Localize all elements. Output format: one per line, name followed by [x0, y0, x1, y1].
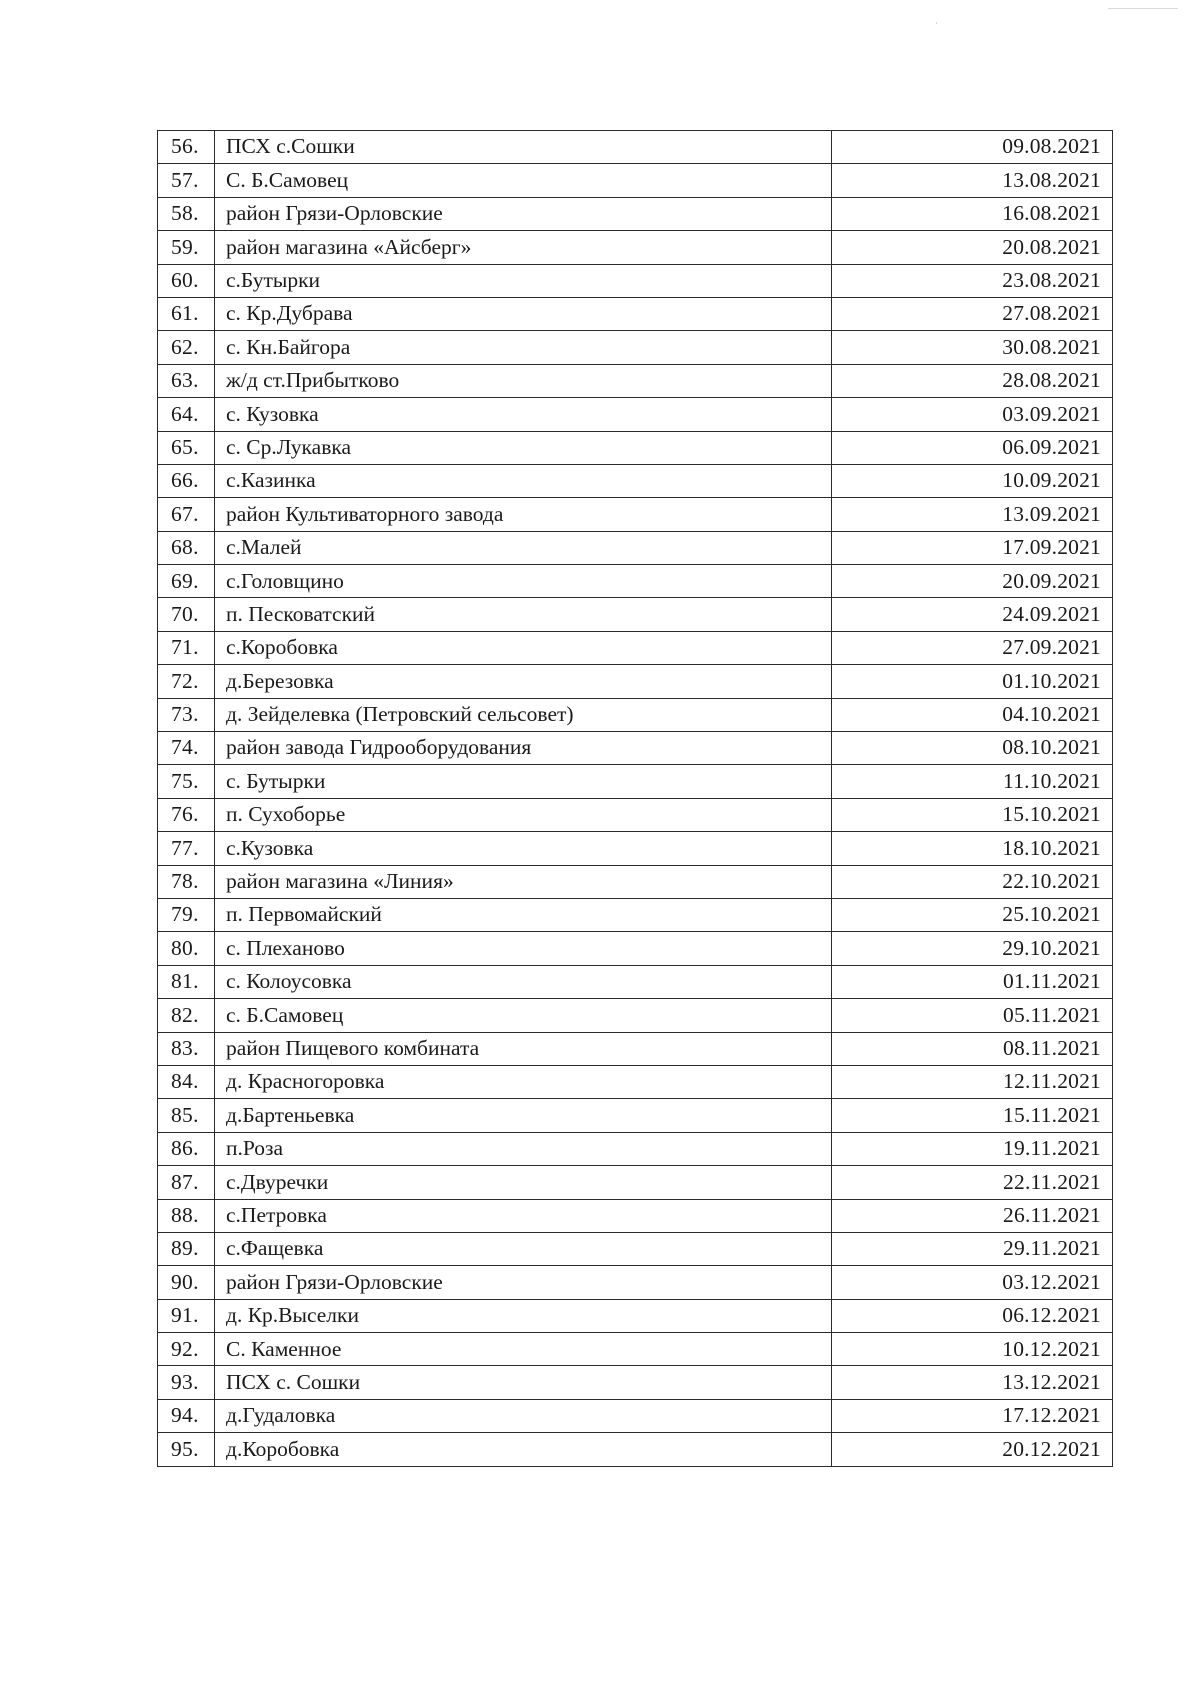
date-cell: 29.10.2021	[832, 932, 1113, 965]
row-number: 70.	[158, 598, 215, 631]
row-number: 90.	[158, 1266, 215, 1299]
location-cell: с.Петровка	[215, 1199, 832, 1232]
date-cell: 30.08.2021	[832, 331, 1113, 364]
date-cell: 10.09.2021	[832, 464, 1113, 497]
row-number: 85.	[158, 1099, 215, 1132]
location-cell: с.Казинка	[215, 464, 832, 497]
row-number: 84.	[158, 1065, 215, 1098]
date-cell: 25.10.2021	[832, 898, 1113, 931]
date-cell: 09.08.2021	[832, 131, 1113, 164]
date-cell: 28.08.2021	[832, 364, 1113, 397]
date-cell: 27.08.2021	[832, 297, 1113, 330]
date-cell: 29.11.2021	[832, 1232, 1113, 1265]
row-number: 57.	[158, 164, 215, 197]
date-cell: 01.11.2021	[832, 965, 1113, 998]
row-number: 61.	[158, 297, 215, 330]
date-cell: 08.11.2021	[832, 1032, 1113, 1065]
date-cell: 23.08.2021	[832, 264, 1113, 297]
date-cell: 13.12.2021	[832, 1366, 1113, 1399]
location-cell: п. Сухоборье	[215, 798, 832, 831]
date-cell: 13.08.2021	[832, 164, 1113, 197]
table-row	[158, 1399, 1113, 1432]
table-row	[158, 1166, 1113, 1199]
location-cell: с. Кн.Байгора	[215, 331, 832, 364]
table-row	[158, 498, 1113, 531]
location-cell: с. Кузовка	[215, 398, 832, 431]
table-row	[158, 698, 1113, 731]
row-number: 58.	[158, 197, 215, 230]
date-cell: 03.12.2021	[832, 1266, 1113, 1299]
table-row	[158, 965, 1113, 998]
row-number: 86.	[158, 1132, 215, 1165]
table-row	[158, 832, 1113, 865]
date-cell: 04.10.2021	[832, 698, 1113, 731]
date-cell: 03.09.2021	[832, 398, 1113, 431]
date-cell: 20.08.2021	[832, 231, 1113, 264]
location-cell: с.Бутырки	[215, 264, 832, 297]
date-cell: 01.10.2021	[832, 665, 1113, 698]
date-cell: 24.09.2021	[832, 598, 1113, 631]
table-row	[158, 732, 1113, 765]
row-number: 68.	[158, 531, 215, 564]
date-cell: 17.12.2021	[832, 1399, 1113, 1432]
location-cell: д. Зейделевка (Петровский сельсовет)	[215, 698, 832, 731]
date-cell: 12.11.2021	[832, 1065, 1113, 1098]
location-cell: с.Коробовка	[215, 631, 832, 664]
date-cell: 22.10.2021	[832, 865, 1113, 898]
row-number: 74.	[158, 732, 215, 765]
table-row	[158, 464, 1113, 497]
location-cell: район магазина «Айсберг»	[215, 231, 832, 264]
location-cell: д. Красногоровка	[215, 1065, 832, 1098]
location-cell: район Грязи-Орловские	[215, 1266, 832, 1299]
row-number: 92.	[158, 1333, 215, 1366]
table-row	[158, 231, 1113, 264]
location-cell: ж/д ст.Прибытково	[215, 364, 832, 397]
row-number: 76.	[158, 798, 215, 831]
scan-artifact	[1108, 8, 1178, 9]
location-cell: с. Бутырки	[215, 765, 832, 798]
table-row	[158, 1199, 1113, 1232]
schedule-table-body	[158, 131, 1113, 1467]
table-row	[158, 1232, 1113, 1265]
row-number: 80.	[158, 932, 215, 965]
row-number: 89.	[158, 1232, 215, 1265]
location-cell: с.Головщино	[215, 565, 832, 598]
row-number: 60.	[158, 264, 215, 297]
row-number: 82.	[158, 999, 215, 1032]
location-cell: д.Березовка	[215, 665, 832, 698]
location-cell: район магазина «Линия»	[215, 865, 832, 898]
date-cell: 17.09.2021	[832, 531, 1113, 564]
row-number: 77.	[158, 832, 215, 865]
location-cell: п. Песковатский	[215, 598, 832, 631]
row-number: 65.	[158, 431, 215, 464]
date-cell: 11.10.2021	[832, 765, 1113, 798]
location-cell: с. Колоусовка	[215, 965, 832, 998]
location-cell: с.Фащевка	[215, 1232, 832, 1265]
row-number: 73.	[158, 698, 215, 731]
row-number: 69.	[158, 565, 215, 598]
date-cell: 20.12.2021	[832, 1433, 1113, 1466]
table-row	[158, 264, 1113, 297]
date-cell: 13.09.2021	[832, 498, 1113, 531]
row-number: 66.	[158, 464, 215, 497]
table-row	[158, 431, 1113, 464]
location-cell: д.Бартеньевка	[215, 1099, 832, 1132]
row-number: 78.	[158, 865, 215, 898]
location-cell: С. Б.Самовец	[215, 164, 832, 197]
date-cell: 26.11.2021	[832, 1199, 1113, 1232]
row-number: 63.	[158, 364, 215, 397]
table-row	[158, 932, 1113, 965]
date-cell: 06.12.2021	[832, 1299, 1113, 1332]
row-number: 75.	[158, 765, 215, 798]
table-row	[158, 1333, 1113, 1366]
table-row	[158, 665, 1113, 698]
location-cell: ПСХ с. Сошки	[215, 1366, 832, 1399]
date-cell: 16.08.2021	[832, 197, 1113, 230]
table-row	[158, 1099, 1113, 1132]
date-cell: 27.09.2021	[832, 631, 1113, 664]
table-row	[158, 565, 1113, 598]
location-cell: район Пищевого комбината	[215, 1032, 832, 1065]
row-number: 95.	[158, 1433, 215, 1466]
table-row	[158, 164, 1113, 197]
table-row	[158, 999, 1113, 1032]
row-number: 56.	[158, 131, 215, 164]
location-cell: с. Плеханово	[215, 932, 832, 965]
row-number: 93.	[158, 1366, 215, 1399]
row-number: 88.	[158, 1199, 215, 1232]
row-number: 64.	[158, 398, 215, 431]
location-cell: С. Каменное	[215, 1333, 832, 1366]
date-cell: 15.10.2021	[832, 798, 1113, 831]
table-row	[158, 531, 1113, 564]
schedule-table	[157, 130, 1113, 1467]
table-row	[158, 131, 1113, 164]
location-cell: п.Роза	[215, 1132, 832, 1165]
location-cell: д.Гудаловка	[215, 1399, 832, 1432]
row-number: 81.	[158, 965, 215, 998]
location-cell: п. Первомайский	[215, 898, 832, 931]
date-cell: 08.10.2021	[832, 732, 1113, 765]
row-number: 79.	[158, 898, 215, 931]
scan-artifact	[936, 22, 937, 24]
table-row	[158, 1132, 1113, 1165]
date-cell: 20.09.2021	[832, 565, 1113, 598]
row-number: 67.	[158, 498, 215, 531]
table-row	[158, 598, 1113, 631]
table-row	[158, 1366, 1113, 1399]
table-row	[158, 1032, 1113, 1065]
row-number: 72.	[158, 665, 215, 698]
date-cell: 15.11.2021	[832, 1099, 1113, 1132]
table-row	[158, 364, 1113, 397]
table-row	[158, 1266, 1113, 1299]
location-cell: район Культиваторного завода	[215, 498, 832, 531]
table-row	[158, 297, 1113, 330]
location-cell: с. Ср.Лукавка	[215, 431, 832, 464]
location-cell: д. Кр.Выселки	[215, 1299, 832, 1332]
row-number: 87.	[158, 1166, 215, 1199]
location-cell: д.Коробовка	[215, 1433, 832, 1466]
table-row	[158, 1433, 1113, 1466]
row-number: 59.	[158, 231, 215, 264]
location-cell: район Грязи-Орловские	[215, 197, 832, 230]
date-cell: 22.11.2021	[832, 1166, 1113, 1199]
location-cell: с.Малей	[215, 531, 832, 564]
row-number: 91.	[158, 1299, 215, 1332]
location-cell: район завода Гидрооборудования	[215, 732, 832, 765]
table-row	[158, 1299, 1113, 1332]
location-cell: с. Кр.Дубрава	[215, 297, 832, 330]
table-row	[158, 798, 1113, 831]
table-row	[158, 765, 1113, 798]
table-row	[158, 631, 1113, 664]
table-row	[158, 197, 1113, 230]
table-row	[158, 1065, 1113, 1098]
table-row	[158, 398, 1113, 431]
row-number: 71.	[158, 631, 215, 664]
table-row	[158, 898, 1113, 931]
date-cell: 19.11.2021	[832, 1132, 1113, 1165]
location-cell: с.Двуречки	[215, 1166, 832, 1199]
row-number: 94.	[158, 1399, 215, 1432]
location-cell: с. Б.Самовец	[215, 999, 832, 1032]
row-number: 83.	[158, 1032, 215, 1065]
date-cell: 05.11.2021	[832, 999, 1113, 1032]
table-row	[158, 865, 1113, 898]
location-cell: ПСХ с.Сошки	[215, 131, 832, 164]
date-cell: 06.09.2021	[832, 431, 1113, 464]
table-row	[158, 331, 1113, 364]
date-cell: 18.10.2021	[832, 832, 1113, 865]
row-number: 62.	[158, 331, 215, 364]
location-cell: с.Кузовка	[215, 832, 832, 865]
date-cell: 10.12.2021	[832, 1333, 1113, 1366]
